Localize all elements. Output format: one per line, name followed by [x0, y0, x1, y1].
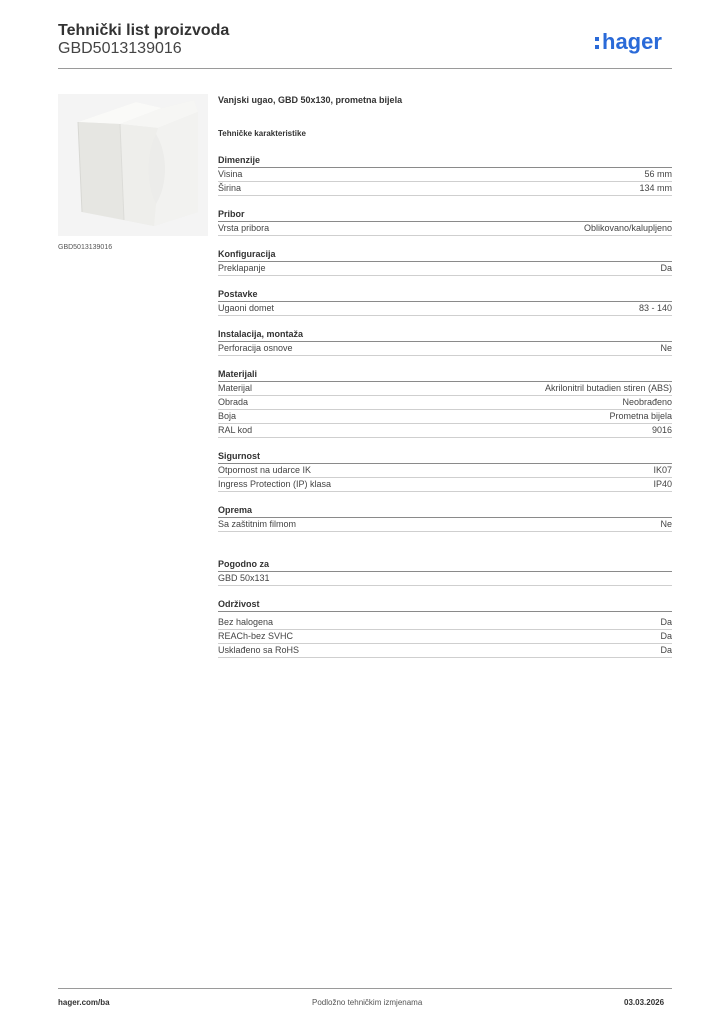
- spec-label: REACh-bez SVHC: [218, 631, 294, 641]
- section-odrzivost: [218, 598, 672, 658]
- spec-value: 134 mm: [639, 183, 672, 193]
- section-title: Pogodno za: [218, 558, 672, 572]
- spec-label: Ugaoni domet: [218, 303, 275, 313]
- footer-website-link[interactable]: hager.com/ba: [58, 998, 110, 1007]
- product-code: GBD5013139016: [58, 40, 182, 57]
- spec-label: Perforacija osnove: [218, 343, 293, 353]
- spec-row: [218, 168, 672, 182]
- spec-row: [218, 396, 672, 410]
- spec-label: Visina: [218, 169, 243, 179]
- spec-row: [218, 478, 672, 492]
- spec-label: Materijal: [218, 383, 253, 393]
- spec-label: Ingress Protection (IP) klasa: [218, 479, 332, 489]
- section-dimenzije: [218, 154, 672, 196]
- spec-value: Ne: [660, 343, 672, 353]
- logo-text: hager: [602, 29, 662, 54]
- product-image: [58, 94, 208, 236]
- spec-value: Da: [660, 645, 672, 655]
- section-oprema: [218, 504, 672, 532]
- spec-value: Da: [660, 263, 672, 273]
- section-materijali: [218, 368, 672, 438]
- spec-row: [218, 410, 672, 424]
- spec-value: Da: [660, 617, 672, 627]
- spec-label: GBD 50x131: [218, 573, 270, 583]
- spec-row: [218, 222, 672, 236]
- product-description: Vanjski ugao, GBD 50x130, prometna bijela: [218, 95, 403, 105]
- hager-logo[interactable]: [594, 28, 674, 56]
- spec-row: [218, 464, 672, 478]
- footer-note: Podložno tehničkim izmjenama: [312, 998, 423, 1007]
- spec-value: 56 mm: [644, 169, 672, 179]
- spec-value: 9016: [651, 425, 672, 435]
- spec-row: [218, 302, 672, 316]
- footer-divider: [58, 988, 672, 989]
- spec-value: Oblikovano/kalupljeno: [583, 223, 672, 233]
- section-pogodno-za: [218, 558, 672, 586]
- spec-row: [218, 182, 672, 196]
- spec-row: [218, 342, 672, 356]
- spec-label: Sa zaštitnim filmom: [218, 519, 297, 529]
- footer-date: 03.03.2026: [624, 998, 665, 1007]
- section-title: Dimenzije: [218, 154, 672, 168]
- spec-label: Bez halogena: [218, 617, 274, 627]
- section-title: Materijali: [218, 368, 672, 382]
- spec-row: [218, 630, 672, 644]
- section-title: Instalacija, montaža: [218, 328, 672, 342]
- spec-label: Preklapanje: [218, 263, 266, 273]
- section-title: Sigurnost: [218, 450, 672, 464]
- spec-row: [218, 424, 672, 438]
- header-divider: [58, 68, 672, 69]
- spec-label: RAL kod: [218, 425, 253, 435]
- section-title: Konfiguracija: [218, 248, 672, 262]
- section-title: Oprema: [218, 504, 672, 518]
- section-sigurnost: [218, 450, 672, 492]
- spec-value: 83 - 140: [638, 303, 672, 313]
- spec-label: Širina: [218, 183, 242, 193]
- spec-value: Neobrađeno: [622, 397, 672, 407]
- spec-row: [218, 616, 672, 630]
- section-title: Postavke: [218, 288, 672, 302]
- spec-row: [218, 518, 672, 532]
- spec-row: [218, 382, 672, 396]
- spec-label: Boja: [218, 411, 237, 421]
- section-konfiguracija: [218, 248, 672, 276]
- spec-row: [218, 262, 672, 276]
- spec-row: [218, 644, 672, 658]
- characteristics-title: Tehničke karakteristike: [218, 129, 306, 138]
- spec-value: IP40: [653, 479, 672, 489]
- spec-value: IK07: [653, 465, 672, 475]
- page-title: Tehnički list proizvoda: [58, 22, 230, 39]
- spec-value: Prometna bijela: [609, 411, 672, 421]
- spec-value: Akrilonitril butadien stiren (ABS): [544, 383, 672, 393]
- spec-row: [218, 572, 672, 586]
- spec-label: Obrada: [218, 397, 249, 407]
- spec-label: Otpornost na udarce IK: [218, 465, 312, 475]
- spec-label: Vrsta pribora: [218, 223, 270, 233]
- section-postavke: [218, 288, 672, 316]
- spec-value: Da: [660, 631, 672, 641]
- section-instalacija: [218, 328, 672, 356]
- spec-label: Usklađeno sa RoHS: [218, 645, 300, 655]
- section-title: Pribor: [218, 208, 672, 222]
- spec-content: [218, 93, 672, 670]
- spec-value: Ne: [660, 519, 672, 529]
- section-pribor: [218, 208, 672, 236]
- section-title: Održivost: [218, 598, 672, 612]
- image-caption: GBD5013139016: [58, 244, 113, 251]
